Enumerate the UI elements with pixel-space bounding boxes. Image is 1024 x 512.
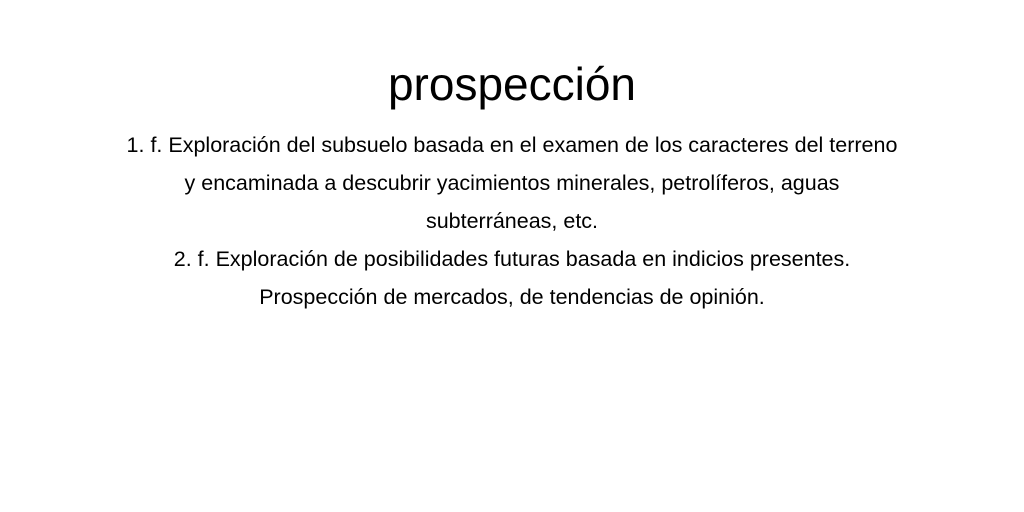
definitions-block	[40, 126, 984, 316]
definition-1-line-2: y encaminada a descubrir yacimientos minerales, petrolíferos, aguas	[184, 171, 840, 195]
definition-1	[40, 126, 984, 240]
definition-1-line-3: subterráneas, etc.	[425, 209, 599, 233]
definition-2-line-1: 2. f. Exploración de posibilidades futuras basada en indicios presentes.	[173, 247, 851, 271]
definition-2	[40, 240, 984, 316]
definition-2-line-2: Prospección de mercados, de tendencias de opinión.	[259, 285, 765, 309]
headword-title: prospección	[387, 58, 637, 110]
definition-1-line-1: 1. f. Exploración del subsuelo basada en el examen de los caracteres del terreno	[126, 133, 898, 157]
